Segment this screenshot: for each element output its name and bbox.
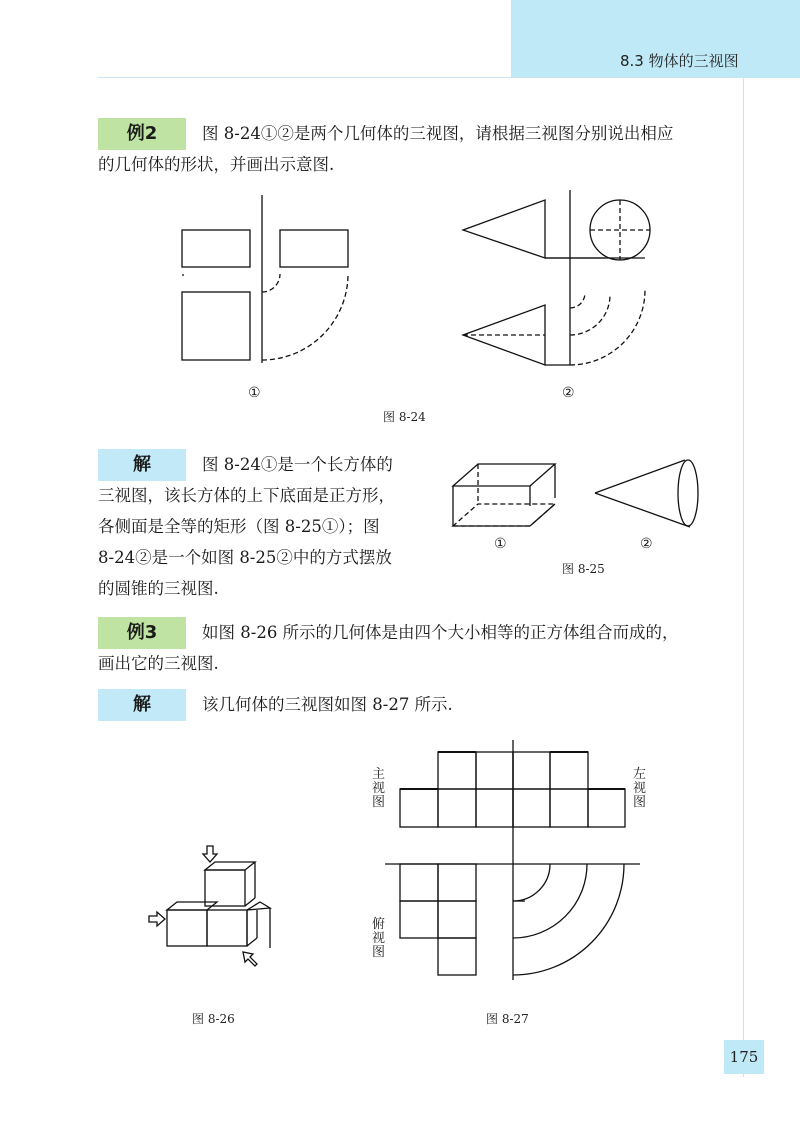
top-view-grid [400, 864, 476, 975]
solution-2-line-2: 三视图，该长方体的上下底面是正方形， [98, 486, 395, 505]
top-view-rect [182, 292, 250, 360]
example-2-tag: 例2 [98, 118, 186, 150]
example-3-line-2: 画出它的三视图. [98, 654, 219, 673]
solution-3-tag: 解 [98, 689, 186, 721]
example-2-text [98, 118, 673, 180]
figure-8-24-1 [170, 195, 360, 375]
figure-8-27 [385, 740, 645, 985]
figure-8-24-caption: 图 8-24 [383, 410, 426, 424]
arrow-down-icon [203, 846, 217, 862]
figure-8-26-caption: 图 8-26 [192, 1012, 235, 1026]
solution-2-line-5: 的圆锥的三视图. [98, 579, 219, 598]
left-view-label: 左视图 [633, 767, 647, 810]
solution-2-text [98, 449, 395, 604]
solution-2-line-4: 8-24②是一个如图 8-25②中的方式摆放 [98, 548, 392, 567]
figure-8-27-caption: 图 8-27 [486, 1012, 529, 1026]
example-2-line-2: 的几何体的形状，并画出示意图. [98, 155, 335, 174]
solution-3-text [98, 689, 453, 720]
solution-3-line-1: 该几何体的三视图如图 8-27 所示. [202, 695, 453, 714]
figure-8-25-label-1: ① [494, 536, 507, 552]
figure-8-26 [145, 840, 285, 975]
top-view-label: 俯视图 [372, 917, 386, 960]
cone-base [678, 460, 698, 526]
figure-8-25-2 [590, 455, 710, 535]
figure-8-25-1 [450, 458, 560, 533]
main-view-label: 主视图 [372, 767, 386, 810]
side-margin-line [743, 77, 744, 1077]
cuboid-top [453, 464, 555, 486]
example-3-tag: 例3 [98, 617, 186, 649]
example-3-line-1: 如图 8-26 所示的几何体是由四个大小相等的正方体组合而成的， [202, 623, 679, 642]
section-title: 8.3 物体的三视图 [620, 52, 739, 70]
transfer-arc-large [262, 274, 348, 360]
front-view-triangle [463, 200, 545, 258]
figure-8-25-label-2: ② [640, 536, 653, 552]
main-view-grid [400, 752, 513, 827]
cuboid-bottom [453, 504, 555, 526]
front-view-rect [182, 230, 250, 267]
figure-8-24-label-1: ① [248, 385, 261, 401]
solution-2-line-3: 各侧面是全等的矩形（图 8-25①）；图 [98, 517, 380, 536]
example-2-line-1: 图 8-24①②是两个几何体的三视图，请根据三视图分别说出相应 [202, 124, 674, 143]
header-divider [98, 77, 743, 78]
arrow-diagonal-icon [243, 952, 257, 966]
transfer-arc-small [262, 274, 280, 292]
arrow-right-icon [149, 912, 165, 926]
left-view-grid [513, 752, 625, 827]
figure-8-25-caption: 图 8-25 [562, 562, 605, 576]
figure-8-24-label-2: ② [562, 385, 575, 401]
page-number: 175 [724, 1040, 764, 1074]
example-3-text [98, 617, 679, 679]
solution-2-line-1: 图 8-24①是一个长方体的 [202, 455, 393, 474]
figure-8-24-2 [460, 190, 660, 370]
solution-2-tag: 解 [98, 449, 186, 481]
side-view-rect [280, 230, 348, 267]
